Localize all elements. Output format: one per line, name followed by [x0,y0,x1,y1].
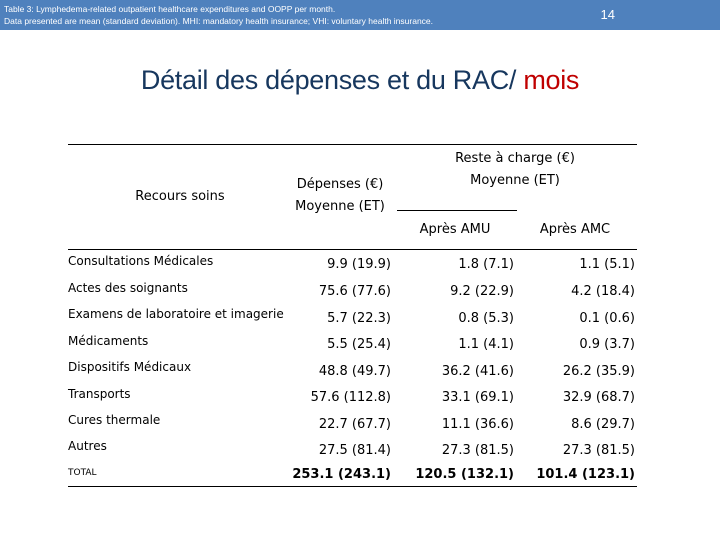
table-caption [4,3,433,27]
header-depenses-line2: Moyenne (ET) [295,199,385,214]
row-label: Autres [68,439,107,453]
total-depenses: 253.1 (243.1) [292,467,391,482]
page-number: 14 [600,7,615,22]
header-depenses-line1: Dépenses (€) [296,177,384,192]
row-label: Examens de laboratoire et imagerie [68,307,284,321]
header-depenses [280,174,400,218]
row-amu: 27.3 (81.5) [441,443,514,458]
row-depenses: 5.7 (22.3) [327,311,391,326]
row-depenses: 57.6 (112.8) [310,390,391,405]
total-label: TOTAL [68,468,97,478]
total-amc: 101.4 (123.1) [536,467,635,482]
header-rac-line1: Reste à charge (€) [455,151,575,166]
row-amu: 1.8 (7.1) [458,257,514,272]
row-depenses: 22.7 (67.7) [318,417,391,432]
title-main: Détail des dépenses et du RAC/ [140,65,524,95]
row-amc: 1.1 (5.1) [579,257,635,272]
row-amc: 4.2 (18.4) [571,284,635,299]
header-amc: Après AMC [539,222,611,237]
row-label: Dispositifs Médicaux [68,360,192,374]
row-amc: 26.2 (35.9) [562,364,635,379]
row-amu: 9.2 (22.9) [450,284,514,299]
row-depenses: 5.5 (25.4) [327,337,391,352]
header-rac [430,148,600,192]
caption-line-2: Data presented are mean (standard deviation). MHI: mandatory health insurance; VHI: voluntary health insurance. [4,16,434,26]
header-bottom-rule [68,249,637,250]
header-recours: Recours soins [135,189,225,204]
row-depenses: 9.9 (19.9) [327,257,391,272]
row-amu: 33.1 (69.1) [441,390,514,405]
header-rac-line2: Moyenne (ET) [470,173,560,188]
header-amu: Après AMU [419,222,491,237]
row-label: Actes des soignants [68,281,188,295]
total-amu: 120.5 (132.1) [415,467,514,482]
row-amc: 8.6 (29.7) [571,417,635,432]
row-amu: 1.1 (4.1) [458,337,514,352]
row-amc: 0.1 (0.6) [579,311,635,326]
row-label: Médicaments [68,334,149,348]
slide-title [0,65,720,96]
row-amc: 27.3 (81.5) [562,443,635,458]
row-amu: 36.2 (41.6) [441,364,514,379]
title-accent: mois [523,65,580,95]
row-amu: 0.8 (5.3) [458,311,514,326]
table-bottom-rule [68,486,637,487]
row-amc: 32.9 (68.7) [562,390,635,405]
caption-bar [0,0,720,30]
row-depenses: 75.6 (77.6) [318,284,391,299]
table-top-rule [68,144,637,145]
row-amu: 11.1 (36.6) [441,417,514,432]
row-label: Cures thermale [68,413,161,427]
row-label: Consultations Médicales [68,254,214,268]
row-amc: 0.9 (3.7) [579,337,635,352]
header-mid-rule [397,210,517,211]
caption-line-1: Table 3: Lymphedema-related outpatient healthcare expenditures and OOPP per month. [4,4,336,14]
row-depenses: 27.5 (81.4) [318,443,391,458]
row-label: Transports [68,387,131,401]
row-depenses: 48.8 (49.7) [318,364,391,379]
